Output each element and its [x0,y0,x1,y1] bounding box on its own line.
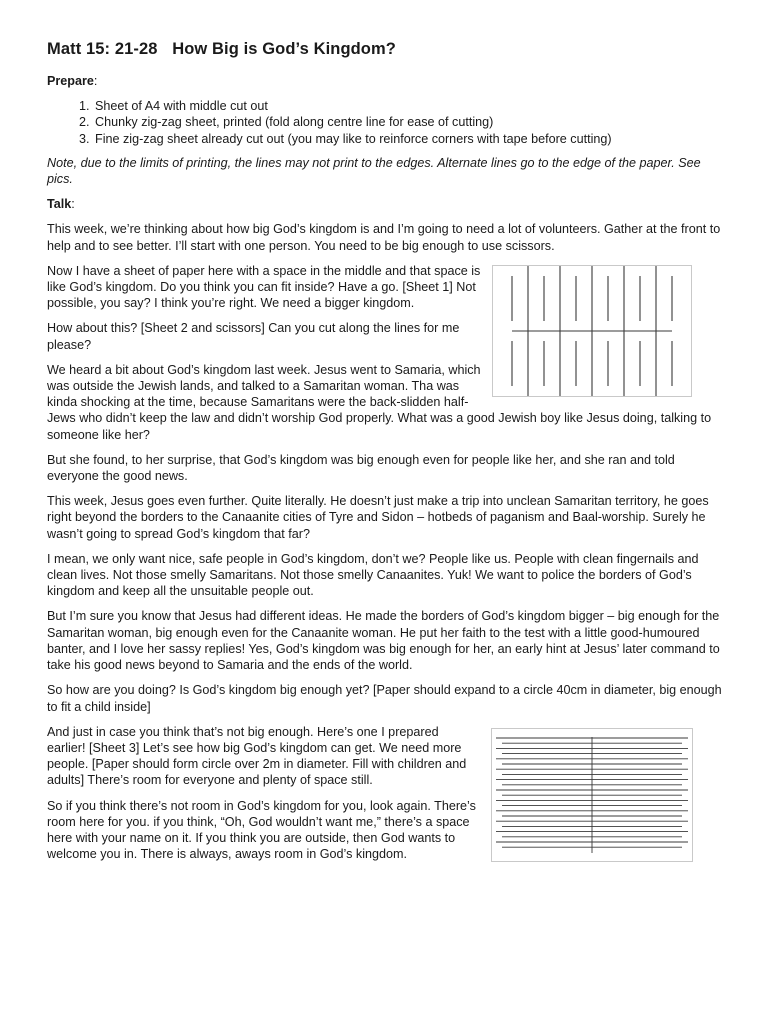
prepare-label: Prepare [47,74,94,88]
scripture-reference: Matt 15: 21-28 [47,40,158,58]
talk-paragraph-text: Now I have a sheet of paper here with a space in the middle and that space is like God’s kingdom. Do you think you can fit inside? Have a go. [Sheet 1] Not possible, you say? I think you’re right. We need a bigger kingdom. [47,263,481,311]
prepare-item: 3. Fine zig-zag sheet already cut out (you may like to reinforce corners with tape before cutting) [93,131,727,147]
talk-paragraph [47,263,727,312]
talk-paragraph: But I’m sure you know that Jesus had different ideas. He made the borders of God’s kingdom bigger – big enough for the Samaritan woman, big enough even for the Canaanite woman. He put her faith to the test with a little good-humoured banter, and I love her sassy replies! Yes, God’s kingdom was big enough for her, an early hint at Jesus’ later command to take his good news beyond to Samaria and the ends of the world. [47,609,720,673]
talk-paragraph: We heard a bit about God’s kingdom last week. Jesus went to Samaria, which was outside the Jewish lands, and talked to a Samaritan woman. Tha was kinda shocking at the time, because Samaritans were the back-slidden half-Jews who didn’t keep the law and didn’t worship God properly. What was a good Jewish boy like Jesus doing, talking to someone like her? [47,362,712,442]
talk-paragraph-text: And just in case you think that’s not big enough. Here’s one I prepared earlier! [Sheet 3] Let’s see how big God’s kingdom can get. We need more people. [Paper should form circle over 2m in diameter. Fill with children and adults] There’s room for everyone and plenty of space still. [47,724,467,788]
talk-paragraph: This week, Jesus goes even further. Quite literally. He doesn’t just make a trip into unclean Samaritan territory, he goes right beyond the borders to the Canaanite cities of Tyre and Sidon – hotbeds of paganism and Baal-worship. Surely he wasn’t going to spread God’s kingdom that far? [47,494,709,541]
prepare-colon: : [93,74,98,88]
talk-paragraph: I mean, we only want nice, safe people in God’s kingdom, don’t we? People like us. People with clean fingernails and clean lives. Not those smelly Samaritans. Not those smelly Canaanites. Yuk! We want to police the borders of God’s kingdom and keep all the unsuitable people out. [47,551,699,599]
prepare-item: 1. Sheet of A4 with middle cut out [93,98,727,114]
talk-heading [47,196,727,212]
talk-colon: : [71,197,75,212]
fine-cut-lines [496,737,688,853]
prepare-item: 2. Chunky zig-zag sheet, printed (fold along centre line for ease of cutting) [93,114,727,130]
chunky-zigzag-sheet-image [492,265,692,397]
talk-paragraph: How about this? [Sheet 2 and scissors] Can you cut along the lines for me please? [47,321,460,352]
talk-paragraph: So how are you doing? Is God’s kingdom big enough yet? [Paper should expand to a circle 40cm in diameter, big enough to fit a child inside] [47,683,722,714]
talk-paragraph: But she found, to her surprise, that God’s kingdom was big enough even for people like her, and she ran and told everyone the good news. [47,452,675,484]
zigzag-cut-lines [512,266,672,396]
talk-label: Talk [47,197,72,212]
chunky-zigzag-drawing [493,266,691,396]
talk-paragraph: This week, we’re thinking about how big God’s kingdom is and I’m going to need a lot of volunteers. Gather at the front to help and to see better. I’ll start with one person. You need to be big enough to use scissors. [47,222,721,253]
fine-zigzag-drawing [492,729,692,861]
talk-paragraph: So if you think there’s not room in God’s kingdom for you, look again. There’s room here for you. if you think, “Oh, God wouldn’t want me,” there’s a space here with your name on it. If you think you are outside, then God wants to welcome you in. There is always, aways room in God’s kingdom. [47,798,476,862]
page-title [47,40,727,59]
prepare-list [47,98,727,147]
prepare-heading [47,73,727,89]
title-heading: How Big is God’s Kingdom? [172,40,396,58]
talk-paragraph [47,724,727,789]
fine-zigzag-sheet-image [491,728,693,862]
document-content [47,40,727,871]
printing-note: Note, due to the limits of printing, the lines may not print to the edges. Alternate lines go to the edge of the paper. See pics. [47,155,701,187]
